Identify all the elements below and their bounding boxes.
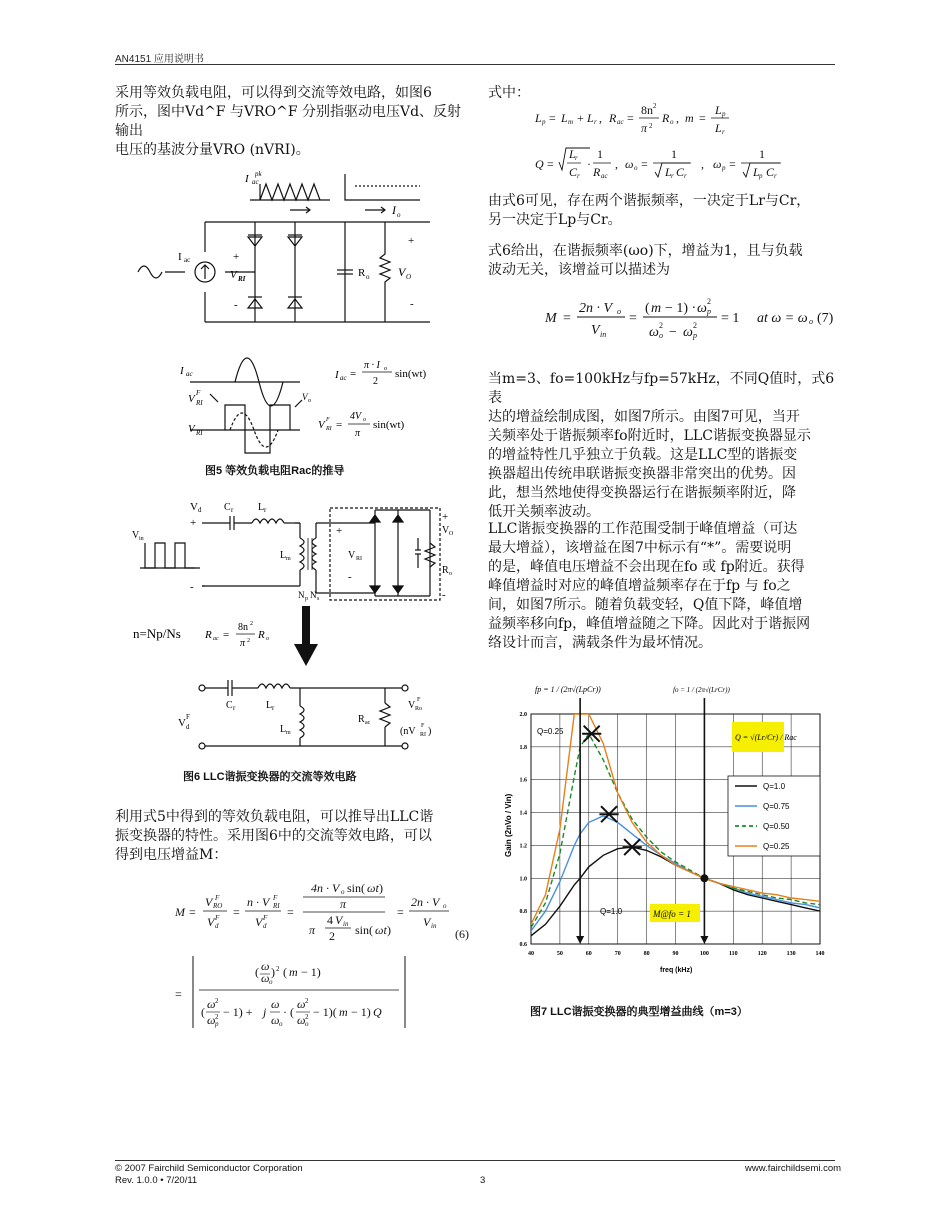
svg-text:V: V <box>423 915 431 929</box>
svg-text:2n · V: 2n · V <box>411 895 440 909</box>
svg-text:d: d <box>263 922 267 930</box>
svg-text:=: = <box>563 311 571 326</box>
svg-text:2: 2 <box>649 122 653 130</box>
x-tick-label: 130 <box>786 951 796 957</box>
svg-text:-: - <box>234 299 238 311</box>
svg-text:r: r <box>231 506 234 514</box>
svg-text:-: - <box>442 589 446 601</box>
svg-text:C: C <box>224 502 231 513</box>
figure-6-diagram <box>130 498 470 760</box>
svg-text:m: m <box>339 1005 348 1019</box>
svg-text:I: I <box>392 203 396 217</box>
svg-text:8n: 8n <box>641 103 653 117</box>
svg-text:ω: ω <box>271 1013 280 1027</box>
svg-text:r: r <box>774 172 777 180</box>
chart-legend <box>728 776 820 856</box>
svg-text:L: L <box>753 165 760 179</box>
svg-text:L: L <box>587 111 594 125</box>
svg-text:o: o <box>449 571 452 577</box>
svg-text:RI: RI <box>356 556 362 562</box>
svg-text:R: R <box>258 629 265 641</box>
svg-text:in: in <box>600 330 607 339</box>
svg-text:r: r <box>272 704 275 712</box>
svg-text:− 1) +: − 1) + <box>223 1005 253 1019</box>
svg-text:· (: · ( <box>283 1005 294 1019</box>
svg-text:=: = <box>336 419 343 431</box>
figure-7-caption: 图7 LLC谐振变换器的典型增益曲线（m=3） <box>530 1006 748 1018</box>
footer-url[interactable]: www.fairchildsemi.com <box>745 1163 842 1174</box>
svg-text:2: 2 <box>653 102 657 110</box>
svg-text:o: o <box>397 211 401 219</box>
svg-text:p: p <box>215 1020 219 1028</box>
x-tick-label: 70 <box>614 951 621 957</box>
svg-text:Ro: Ro <box>415 706 423 712</box>
svg-text:ω: ω <box>297 1013 306 1027</box>
svg-text:RI: RI <box>326 426 332 432</box>
svg-text:o: o <box>305 1020 309 1028</box>
svg-text:V: V <box>335 913 343 927</box>
equation-6 <box>175 878 475 1038</box>
svg-text:V: V <box>348 550 356 561</box>
svg-text:V: V <box>591 323 600 338</box>
svg-text:V: V <box>205 895 213 909</box>
svg-text:2: 2 <box>250 621 253 627</box>
left-para-2: 利用式5中得到的等效负载电阻，可以推导出LLC谐 振变换器的特性。采用图6中的交流等效电路，可以 得到电压增益M： <box>115 809 434 863</box>
svg-text:=: = <box>397 905 404 919</box>
svg-text:o: o <box>670 118 674 126</box>
x-tick-label: 80 <box>643 951 650 957</box>
svg-text:C: C <box>226 700 233 711</box>
svg-text:N: N <box>310 590 317 600</box>
svg-text:d: d <box>186 723 190 731</box>
svg-text:N: N <box>298 590 305 600</box>
svg-text:L: L <box>569 147 576 161</box>
fo-formula-label: fo = 1 / (2π√(LrCr)) <box>673 686 730 694</box>
svg-text:C: C <box>676 165 685 179</box>
svg-text:L: L <box>561 111 568 125</box>
x-axis-label: freq (kHz) <box>660 967 693 974</box>
svg-text:sin(wt): sin(wt) <box>373 419 405 431</box>
svg-text:p: p <box>305 596 308 602</box>
svg-text:R: R <box>358 714 365 725</box>
svg-text:ω: ω <box>261 971 270 985</box>
svg-text:ωt: ωt <box>367 881 379 895</box>
definitions-equations <box>535 96 835 186</box>
svg-text:(7): (7) <box>817 311 834 326</box>
svg-text:o: o <box>363 417 366 423</box>
svg-text:sin(: sin( <box>355 923 373 937</box>
svg-text:ω: ω <box>713 157 722 171</box>
svg-text:2: 2 <box>305 997 309 1005</box>
svg-text:2: 2 <box>215 997 219 1005</box>
svg-text:4V: 4V <box>350 411 362 422</box>
svg-text:ω: ω <box>207 1013 216 1027</box>
svg-text:n · V: n · V <box>247 895 270 909</box>
svg-text:ω: ω <box>625 157 634 171</box>
svg-text:pk: pk <box>255 170 262 178</box>
q10-annotation: Q=1.0 <box>600 907 623 916</box>
svg-text:p: p <box>722 110 726 118</box>
svg-text:o: o <box>809 317 813 326</box>
svg-text:F: F <box>215 894 220 902</box>
svg-text:RI: RI <box>273 902 280 910</box>
svg-text:F: F <box>421 723 425 729</box>
svg-text:2: 2 <box>329 929 335 943</box>
svg-text:=: = <box>287 905 294 919</box>
svg-text:RI: RI <box>238 275 246 283</box>
svg-text:R: R <box>205 629 212 641</box>
svg-text:p: p <box>722 164 726 172</box>
svg-text:(: ( <box>283 965 287 979</box>
svg-text:=: = <box>549 111 556 125</box>
svg-text:π: π <box>309 923 316 937</box>
svg-text:L: L <box>715 121 722 135</box>
x-tick-label: 140 <box>815 951 825 957</box>
svg-text:F: F <box>417 697 421 703</box>
svg-text:+: + <box>336 525 343 537</box>
svg-text:(: ( <box>201 1005 205 1019</box>
svg-text:4n · V: 4n · V <box>311 881 340 895</box>
svg-text:p: p <box>759 172 763 180</box>
svg-text:V: V <box>302 392 308 402</box>
svg-text:m: m <box>289 965 298 979</box>
y-tick-label: 1.4 <box>519 810 527 817</box>
svg-text:ω: ω <box>271 997 280 1011</box>
svg-text:V: V <box>132 530 140 541</box>
svg-text:O: O <box>406 273 412 281</box>
svg-text:ω: ω <box>697 301 707 316</box>
svg-text:r: r <box>594 118 597 126</box>
svg-text:F: F <box>273 894 278 902</box>
svg-text:in: in <box>139 536 144 542</box>
x-tick-label: 40 <box>528 951 534 957</box>
svg-text:2: 2 <box>276 965 280 973</box>
svg-text:L: L <box>665 165 672 179</box>
svg-text:R: R <box>593 165 601 179</box>
svg-text:sin(wt): sin(wt) <box>395 368 427 380</box>
svg-text:V: V <box>178 717 186 729</box>
svg-text:o: o <box>341 888 345 896</box>
svg-text:ω: ω <box>261 959 270 973</box>
svg-text:− 1)(: − 1)( <box>313 1005 337 1019</box>
svg-text:o: o <box>279 1020 283 1028</box>
svg-text:8n: 8n <box>238 622 248 633</box>
x-tick-label: 50 <box>556 951 563 957</box>
svg-text:ω: ω <box>649 325 659 340</box>
svg-text:r: r <box>671 172 674 180</box>
x-tick-label: 90 <box>672 951 679 957</box>
legend-q10: Q=1.0 <box>763 782 786 791</box>
svg-text:r: r <box>233 704 236 712</box>
svg-text:,: , <box>599 111 602 125</box>
svg-text:V: V <box>318 419 325 431</box>
svg-text:2: 2 <box>305 1013 309 1021</box>
svg-text:ac: ac <box>365 720 371 726</box>
svg-text:− 1): − 1) <box>301 965 321 979</box>
x-tick-label: 60 <box>585 951 592 957</box>
svg-text:): ) <box>387 923 391 937</box>
svg-text:o: o <box>659 331 663 340</box>
svg-text:=: = <box>350 368 357 380</box>
svg-text:o: o <box>617 307 621 316</box>
svg-text:·: · <box>587 157 591 171</box>
svg-text:2: 2 <box>373 376 378 387</box>
svg-text:=: = <box>729 157 736 171</box>
svg-text:-: - <box>348 571 352 583</box>
svg-text:,: , <box>701 157 704 171</box>
svg-text:V: V <box>255 915 263 929</box>
svg-text:π · I: π · I <box>364 360 380 371</box>
svg-text:ω: ω <box>297 997 306 1011</box>
svg-text:F: F <box>186 713 190 721</box>
svg-text:=: = <box>233 905 240 919</box>
svg-text:1: 1 <box>671 147 677 161</box>
svg-text:R: R <box>662 111 670 125</box>
svg-text:r: r <box>575 154 578 162</box>
svg-text:(nV: (nV <box>400 726 416 737</box>
y-tick-label: 0.6 <box>519 942 527 948</box>
legend-q075: Q=0.75 <box>763 802 790 811</box>
footer-rule <box>115 1160 835 1161</box>
svg-text:M: M <box>175 905 185 919</box>
svg-text:j: j <box>263 1005 267 1019</box>
svg-text:I: I <box>335 369 339 381</box>
svg-text:R: R <box>442 565 449 576</box>
svg-text:RI: RI <box>196 429 203 437</box>
svg-text:=: = <box>699 111 706 125</box>
right-para-a: 由式6可见，存在两个谐振频率，一决定于Lr与Cr， 另一决定于Lp与Cr。 <box>488 193 811 228</box>
y-tick-label: 1.2 <box>519 843 527 850</box>
svg-text:): ) <box>428 726 432 737</box>
svg-text:ac: ac <box>601 172 608 180</box>
svg-text:L: L <box>280 724 287 735</box>
x-tick-label: 100 <box>699 951 709 957</box>
svg-text:RI: RI <box>196 399 203 407</box>
svg-text:2: 2 <box>215 1013 219 1021</box>
page-number: 3 <box>480 1175 486 1186</box>
q025-annotation: Q=0.25 <box>537 727 564 736</box>
svg-text:F: F <box>215 914 220 922</box>
svg-text:r: r <box>722 128 725 136</box>
svg-text:L: L <box>280 550 287 561</box>
svg-text:m: m <box>685 111 694 125</box>
svg-text:+: + <box>190 517 197 529</box>
fp-formula-label: fp = 1 / (2π√(LpCr)) <box>535 685 601 694</box>
svg-text:o: o <box>308 398 311 404</box>
svg-text:V: V <box>207 915 215 929</box>
svg-text:o: o <box>266 636 269 642</box>
svg-text:+: + <box>408 235 415 247</box>
y-axis-label: Gain (2nVo / Vin) <box>504 793 513 857</box>
svg-text:V: V <box>230 269 237 281</box>
y-tick-label: 1.6 <box>519 777 527 784</box>
svg-text:I: I <box>180 365 184 377</box>
svg-text:V: V <box>188 423 195 435</box>
svg-text:ω: ω <box>683 325 693 340</box>
svg-text:m: m <box>286 730 291 736</box>
svg-text:M: M <box>545 311 557 326</box>
svg-text:m: m <box>651 301 662 316</box>
figure-7-gain-chart <box>495 672 840 990</box>
svg-text:o: o <box>366 273 370 281</box>
svg-text:+: + <box>233 251 240 263</box>
svg-text:−: − <box>669 325 677 340</box>
svg-text:2n · V: 2n · V <box>579 301 613 316</box>
svg-text:ac: ac <box>184 256 191 264</box>
y-tick-label: 1.0 <box>519 876 527 883</box>
svg-text:F: F <box>196 389 201 397</box>
svg-text:r: r <box>684 172 687 180</box>
svg-text:ac: ac <box>340 374 347 382</box>
svg-text:=: = <box>627 111 634 125</box>
svg-text:1: 1 <box>759 147 765 161</box>
svg-text:ac: ac <box>213 636 219 642</box>
y-tick-label: 2.0 <box>519 712 527 718</box>
doc-header: AN4151 应用说明书 <box>115 54 204 65</box>
svg-text:s: s <box>317 596 320 602</box>
figure-6-caption: 图6 LLC谐振变换器的交流等效电路 <box>183 771 357 783</box>
svg-text:V: V <box>442 525 450 536</box>
svg-text:at ω = ω: at ω = ω <box>757 311 808 326</box>
svg-text:=: = <box>223 629 230 641</box>
svg-text:d: d <box>198 506 202 514</box>
svg-text:V: V <box>398 265 406 279</box>
svg-text:sin(: sin( <box>347 881 365 895</box>
svg-text:+: + <box>577 111 584 125</box>
svg-text:2: 2 <box>707 297 711 306</box>
svg-text:I: I <box>245 173 249 185</box>
legend-q050: Q=0.50 <box>763 822 790 831</box>
svg-text:I: I <box>178 251 182 263</box>
q-formula-label: Q = √(Lr/Cr) / Rac <box>735 733 797 742</box>
svg-text:L: L <box>715 103 722 117</box>
svg-text:L: L <box>535 111 542 125</box>
svg-text:O: O <box>449 531 454 537</box>
svg-text:p: p <box>542 118 546 126</box>
right-para-c: 当m=3、fo=100kHz与fp=57kHz，不同Q值时，式6表 达的增益绘制成图，如图7所示。由图7可见，当开 关频率处于谐振频率fo附近时，LLC谐振变换器显示 的增益特性几乎独立于负载。这是LLC型的谐振变 换器超出传统串联谐振变换器非常突出的优势。因 此，想当然地使得变换器运行在谐振频率附近，降 低开关频率波动。 <box>488 371 835 520</box>
svg-text:p: p <box>707 307 711 316</box>
svg-text:o: o <box>269 978 273 986</box>
svg-text:,: , <box>615 157 618 171</box>
svg-text:V: V <box>408 700 416 711</box>
gain-at-fo-label: M@fo = 1 <box>653 909 691 919</box>
svg-text:+: + <box>442 511 449 523</box>
svg-text:m: m <box>286 556 291 562</box>
svg-text:in: in <box>431 922 437 930</box>
svg-text:R: R <box>358 267 366 279</box>
svg-text:-: - <box>190 581 194 593</box>
svg-text:2: 2 <box>693 321 697 330</box>
svg-text:o: o <box>384 366 387 372</box>
where-label: 式中： <box>488 85 530 101</box>
svg-text:π: π <box>240 638 246 649</box>
x-tick-label: 110 <box>728 951 738 957</box>
svg-text:4: 4 <box>327 913 333 927</box>
svg-text:): ) <box>379 881 383 895</box>
right-para-b: 式6给出，在谐振频率(ωo)下，增益为1，且与负载 波动无关，该增益可以描述为 <box>488 243 803 278</box>
svg-text:ac: ac <box>186 370 193 378</box>
svg-text:1: 1 <box>597 147 603 161</box>
svg-text:V: V <box>188 393 195 405</box>
svg-text:=: = <box>175 987 182 1001</box>
svg-text:): ) <box>271 965 275 979</box>
svg-text:− 1) ·: − 1) · <box>665 301 697 316</box>
footer-rev: Rev. 1.0.0 • 7/20/11 <box>115 1175 198 1186</box>
svg-text:V: V <box>190 501 198 513</box>
figure-5-diagram <box>130 162 470 462</box>
svg-text:=: = <box>547 157 554 171</box>
svg-text:n=Np/Ns: n=Np/Ns <box>133 626 181 641</box>
resonance-point <box>700 874 708 882</box>
svg-text:F: F <box>326 417 330 423</box>
svg-text:ac: ac <box>617 118 624 126</box>
svg-text:Q: Q <box>535 157 544 171</box>
svg-text:π: π <box>641 121 648 135</box>
svg-text:L: L <box>266 700 273 711</box>
svg-text:ωt: ωt <box>375 923 387 937</box>
svg-text:=: = <box>629 311 637 326</box>
svg-text:=: = <box>189 905 196 919</box>
svg-text:ac: ac <box>252 178 259 186</box>
svg-text:C: C <box>766 165 775 179</box>
svg-text:r: r <box>577 172 580 180</box>
svg-text:π: π <box>355 428 361 439</box>
svg-text:π: π <box>340 897 347 911</box>
svg-text:(: ( <box>645 301 650 316</box>
svg-text:o: o <box>443 902 447 910</box>
svg-text:m: m <box>568 118 574 126</box>
svg-text:R: R <box>609 111 617 125</box>
left-para-1: 采用等效负载电阻，可以得到交流等效电路，如图6 所示，图中Vd^F 与VRO^F 分别指驱动电压Vd、反射输出 电压的基波分量VRO (nVRI)。 <box>115 85 462 158</box>
svg-text:2: 2 <box>659 321 663 330</box>
figure-5-caption: 图5 等效负载电阻Rac的推导 <box>205 465 345 477</box>
y-tick-label: 0.8 <box>519 909 527 916</box>
svg-text:2: 2 <box>247 638 250 644</box>
y-tick-label: 1.8 <box>519 744 527 751</box>
svg-text:= 1: = 1 <box>721 311 740 326</box>
svg-text:,: , <box>676 111 679 125</box>
svg-text:RO: RO <box>213 902 223 910</box>
legend-q025: Q=0.25 <box>763 842 790 851</box>
svg-text:ω: ω <box>207 997 216 1011</box>
svg-text:F: F <box>263 914 268 922</box>
x-tick-label: 120 <box>757 951 767 957</box>
svg-text:(: ( <box>255 965 259 979</box>
svg-text:C: C <box>569 165 578 179</box>
svg-text:-: - <box>410 298 414 310</box>
svg-text:o: o <box>634 164 638 172</box>
svg-text:Q: Q <box>373 1005 382 1019</box>
svg-text:L: L <box>258 502 265 513</box>
equation-7 <box>545 290 835 346</box>
svg-text:p: p <box>693 331 697 340</box>
header-rule <box>115 64 835 65</box>
footer-copyright: © 2007 Fairchild Semiconductor Corporation <box>115 1163 303 1174</box>
svg-text:=: = <box>641 157 648 171</box>
svg-text:− 1): − 1) <box>351 1005 371 1019</box>
right-para-d: LLC谐振变换器的工作范围受制于峰值增益（可达 最大增益），该增益在图7中标示有“*”。需要说明 的是，峰值电压增益不会出现在fo 或 fp附近。获得 峰值增益时对应的峰值增益频率存在于fp 与 fo之 间，如图7所示。随着负载变轻，Q值下降，峰值增 益频率移向fp，峰值增益随之下降。因此对于谐振网 络设计而言，满载条件为最坏情况。 <box>488 521 811 651</box>
svg-text:r: r <box>264 506 267 514</box>
svg-text:in: in <box>343 920 349 928</box>
svg-text:(6): (6) <box>455 927 469 941</box>
svg-text:d: d <box>215 922 219 930</box>
svg-text:RI: RI <box>420 732 426 738</box>
